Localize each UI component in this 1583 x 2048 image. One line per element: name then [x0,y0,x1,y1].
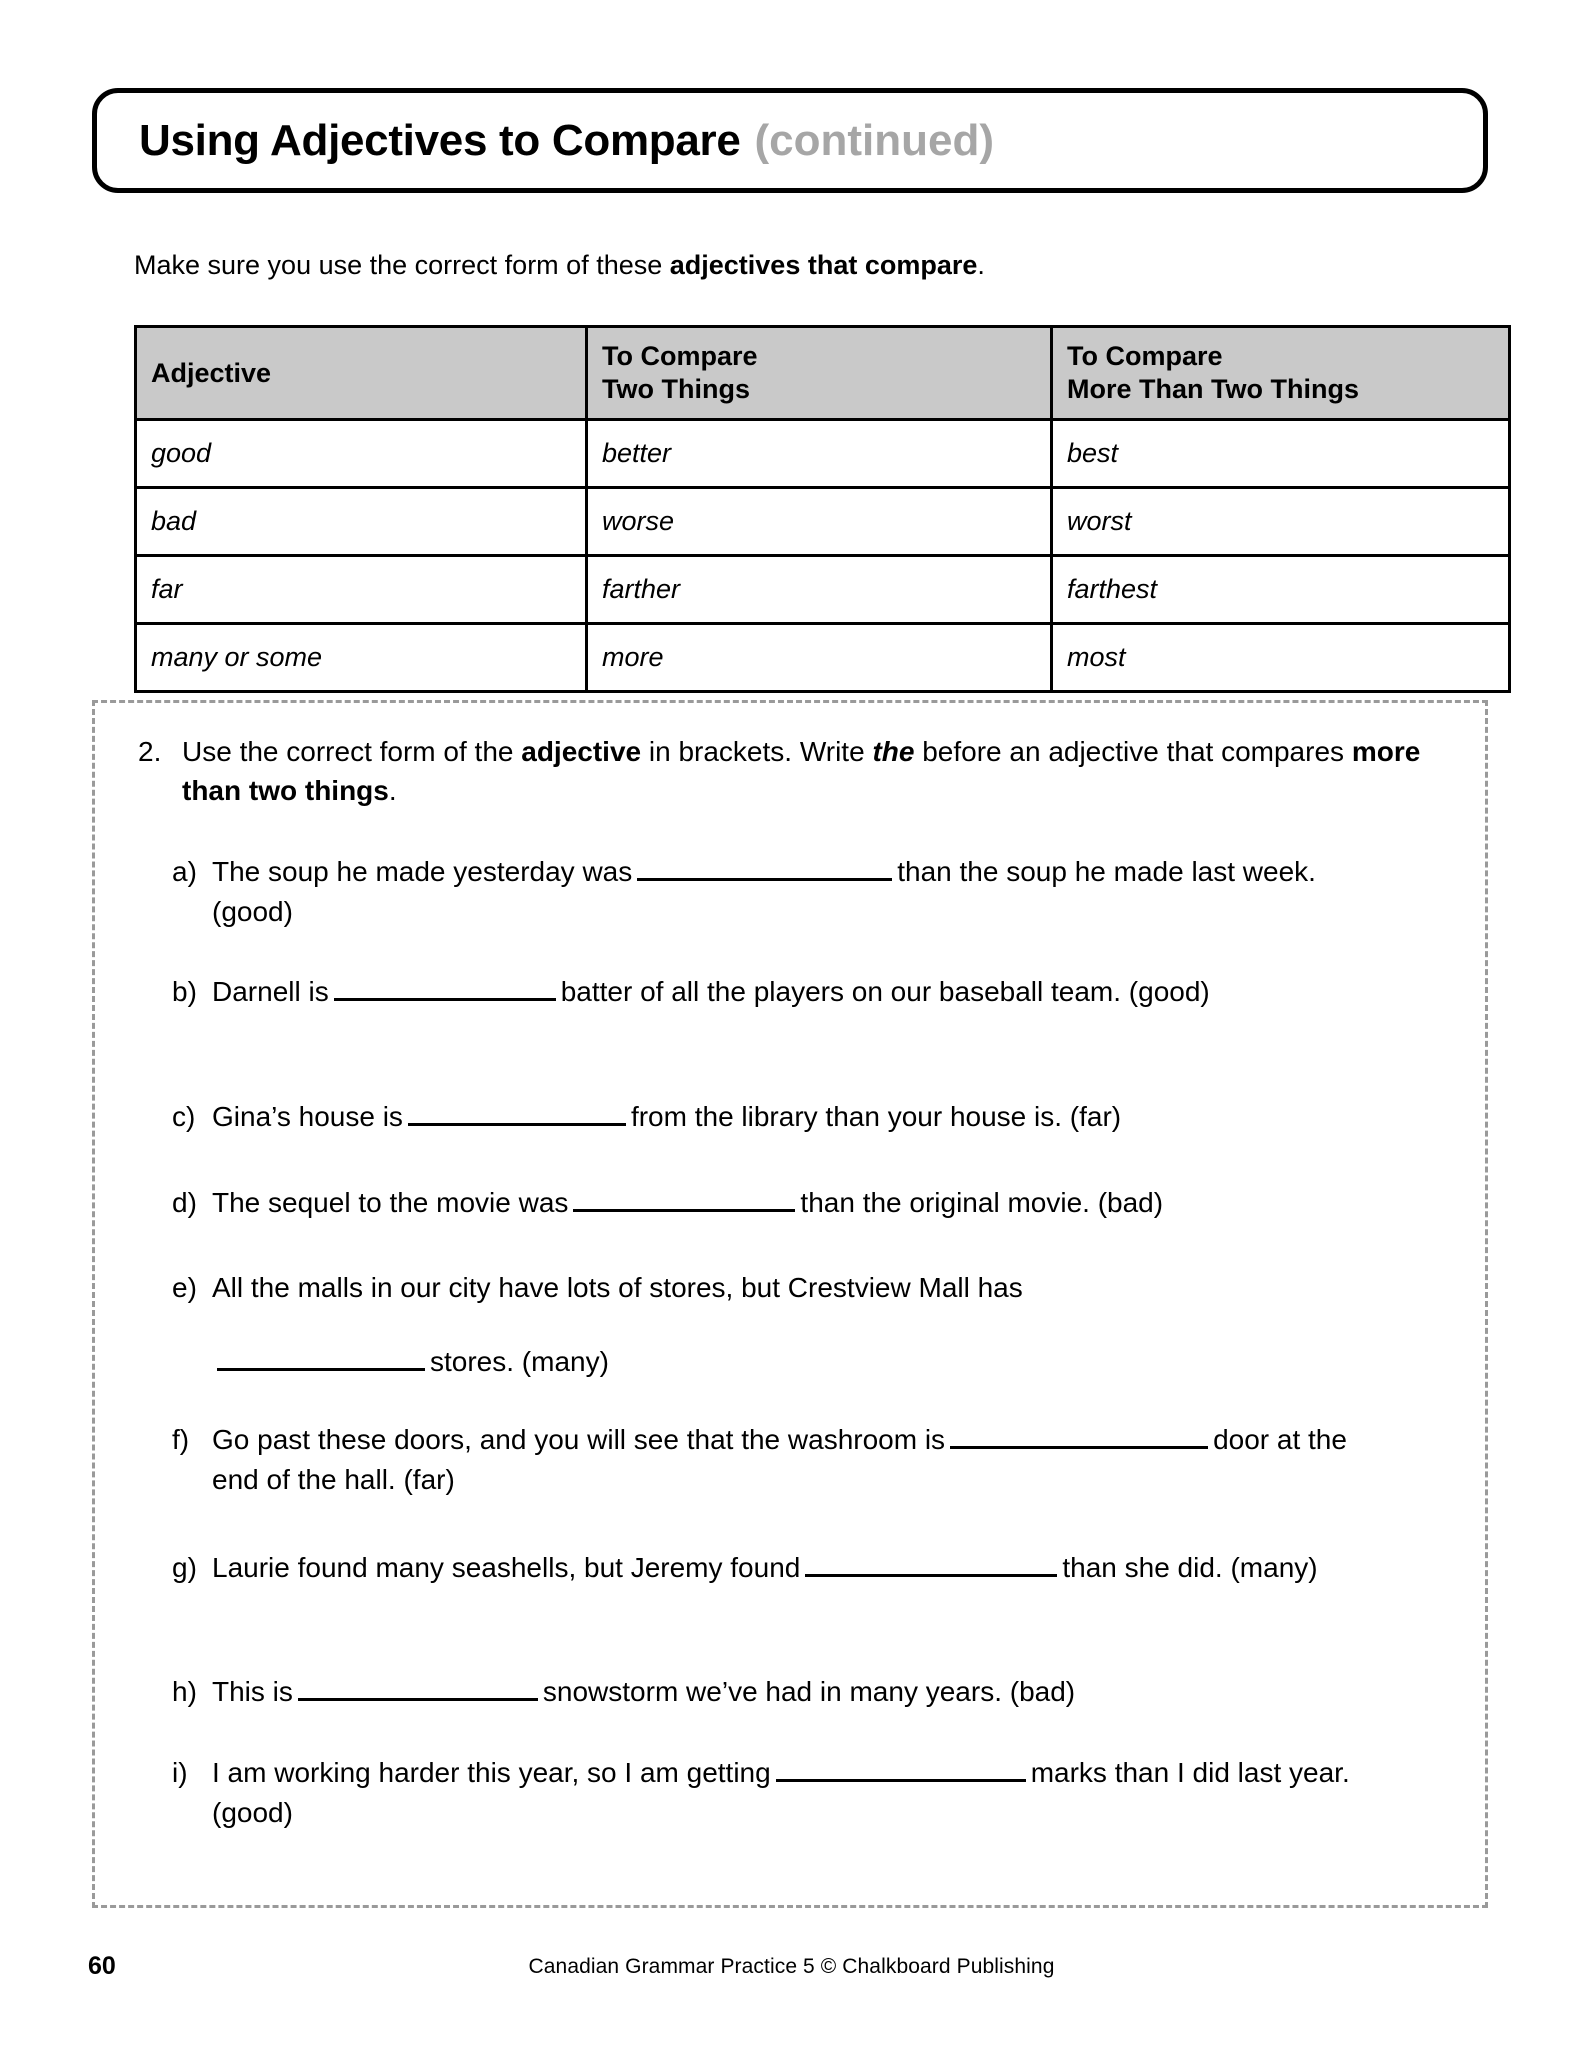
item-e-post: stores. (many) [430,1345,609,1377]
table-row [136,624,1510,692]
item-d-post: than the original movie. (bad) [800,1187,1164,1218]
item-d-pre: The sequel to the movie was [212,1187,569,1218]
item-d [172,1183,1394,1223]
item-i-answer-blank[interactable] [776,1753,1026,1782]
intro-prefix: Make sure you use the correct form of these [134,250,670,280]
item-a-answer-blank[interactable] [637,852,892,881]
cell-more-than-two: best [1052,420,1510,488]
cell-adjective: far [136,556,587,624]
item-c [172,1097,1394,1137]
item-c-body [212,1097,1394,1137]
header-two-things-line1: To Compare [602,341,758,372]
table-row [136,488,1510,556]
page-title-banner [92,88,1488,193]
item-b-pre: Darnell is [212,976,329,1007]
item-c-label: c) [172,1101,196,1132]
item-g-label: g) [172,1552,197,1583]
question-bold-more-than-two: more than two things [182,736,1421,806]
table-head [136,327,1510,420]
item-c-answer-blank[interactable] [408,1097,626,1126]
item-g-post: than she did. (many) [1062,1552,1318,1583]
cell-more-than-two: farthest [1052,556,1510,624]
item-h [172,1672,1394,1712]
item-e-answer-blank[interactable] [217,1342,425,1371]
intro-suffix: . [977,250,985,280]
adjective-comparison-table [134,325,1511,693]
item-b-answer-blank[interactable] [334,972,556,1001]
item-f-post: door at the end of the hall. (far) [212,1424,1347,1495]
item-h-label: h) [172,1676,197,1707]
item-g [172,1548,1394,1588]
item-g-body [212,1548,1394,1588]
question-bold-italic-the: the [872,736,915,767]
page-title-continued: (continued) [754,115,995,165]
item-b-post: batter of all the players on our baseball team. (good) [560,976,1210,1007]
item-c-post: from the library than your house is. (far) [630,1101,1122,1132]
item-d-answer-blank[interactable] [573,1183,795,1212]
item-e-body-line2 [212,1342,1394,1382]
item-h-post: snowstorm we’ve had in many years. (bad) [542,1676,1076,1707]
item-f [172,1420,1394,1500]
item-i-body [212,1753,1394,1833]
header-two-things-line2: Two Things [602,374,750,404]
cell-two-things: more [587,624,1052,692]
item-f-body [212,1420,1394,1500]
table-row [136,556,1510,624]
header-more-than-two [1052,327,1510,420]
item-h-body [212,1672,1394,1712]
header-two-things [587,327,1052,420]
table-body [136,420,1510,692]
question-text-part2: in brackets. Write [641,736,873,767]
cell-two-things: worse [587,488,1052,556]
intro-text [134,248,985,283]
item-d-body [212,1183,1394,1223]
table-header-row [136,327,1510,420]
cell-more-than-two: most [1052,624,1510,692]
item-a-label: a) [172,856,197,887]
item-e [172,1268,1394,1382]
header-more-than-two-line2: More Than Two Things [1067,374,1359,404]
item-a-pre: The soup he made yesterday was [212,856,633,887]
item-i [172,1753,1394,1833]
cell-more-than-two: worst [1052,488,1510,556]
cell-two-things: farther [587,556,1052,624]
item-b-label: b) [172,976,197,1007]
item-e-label: e) [172,1272,197,1303]
cell-adjective: bad [136,488,587,556]
item-c-pre: Gina’s house is [212,1101,403,1132]
item-i-label: i) [172,1757,188,1788]
table-row [136,420,1510,488]
item-f-label: f) [172,1424,190,1455]
item-a-post: than the soup he made last week. (good) [212,856,1316,927]
header-more-than-two-line1: To Compare [1067,341,1223,372]
item-f-pre: Go past these doors, and you will see that the washroom is [212,1424,946,1455]
footer-credit: Canadian Grammar Practice 5 © Chalkboard Publishing [528,1955,1055,1978]
item-g-answer-blank[interactable] [805,1548,1057,1577]
item-g-pre: Laurie found many seashells, but Jeremy found [212,1552,801,1583]
item-d-label: d) [172,1187,197,1218]
item-a [172,852,1394,932]
item-e-body [212,1268,1394,1308]
item-e-pre: All the malls in our city have lots of stores, but Crestview Mall has [212,1272,1023,1303]
question-bold-adjective: adjective [521,736,642,767]
cell-two-things: better [587,420,1052,488]
question-text-part3: before an adjective that compares [914,736,1352,767]
item-a-body [212,852,1394,932]
question-text-part4: . [388,774,397,806]
cell-adjective: many or some [136,624,587,692]
page-title: Using Adjectives to Compare [139,115,741,165]
question-number: 2. [138,736,162,767]
item-h-pre: This is [212,1676,293,1707]
question-text-part1: Use the correct form of the [182,736,522,767]
header-adjective: Adjective [136,327,587,420]
item-b-body [212,972,1394,1012]
item-f-answer-blank[interactable] [950,1420,1208,1449]
item-h-answer-blank[interactable] [298,1672,538,1701]
question-2-instructions [138,733,1428,810]
question-text [182,733,1428,810]
cell-adjective: good [136,420,587,488]
item-i-post: marks than I did last year. (good) [212,1757,1350,1828]
item-b [172,972,1394,1012]
page-number: 60 [88,1952,116,1980]
item-i-pre: I am working harder this year, so I am getting [212,1757,771,1788]
intro-bold: adjectives that compare [669,250,978,280]
